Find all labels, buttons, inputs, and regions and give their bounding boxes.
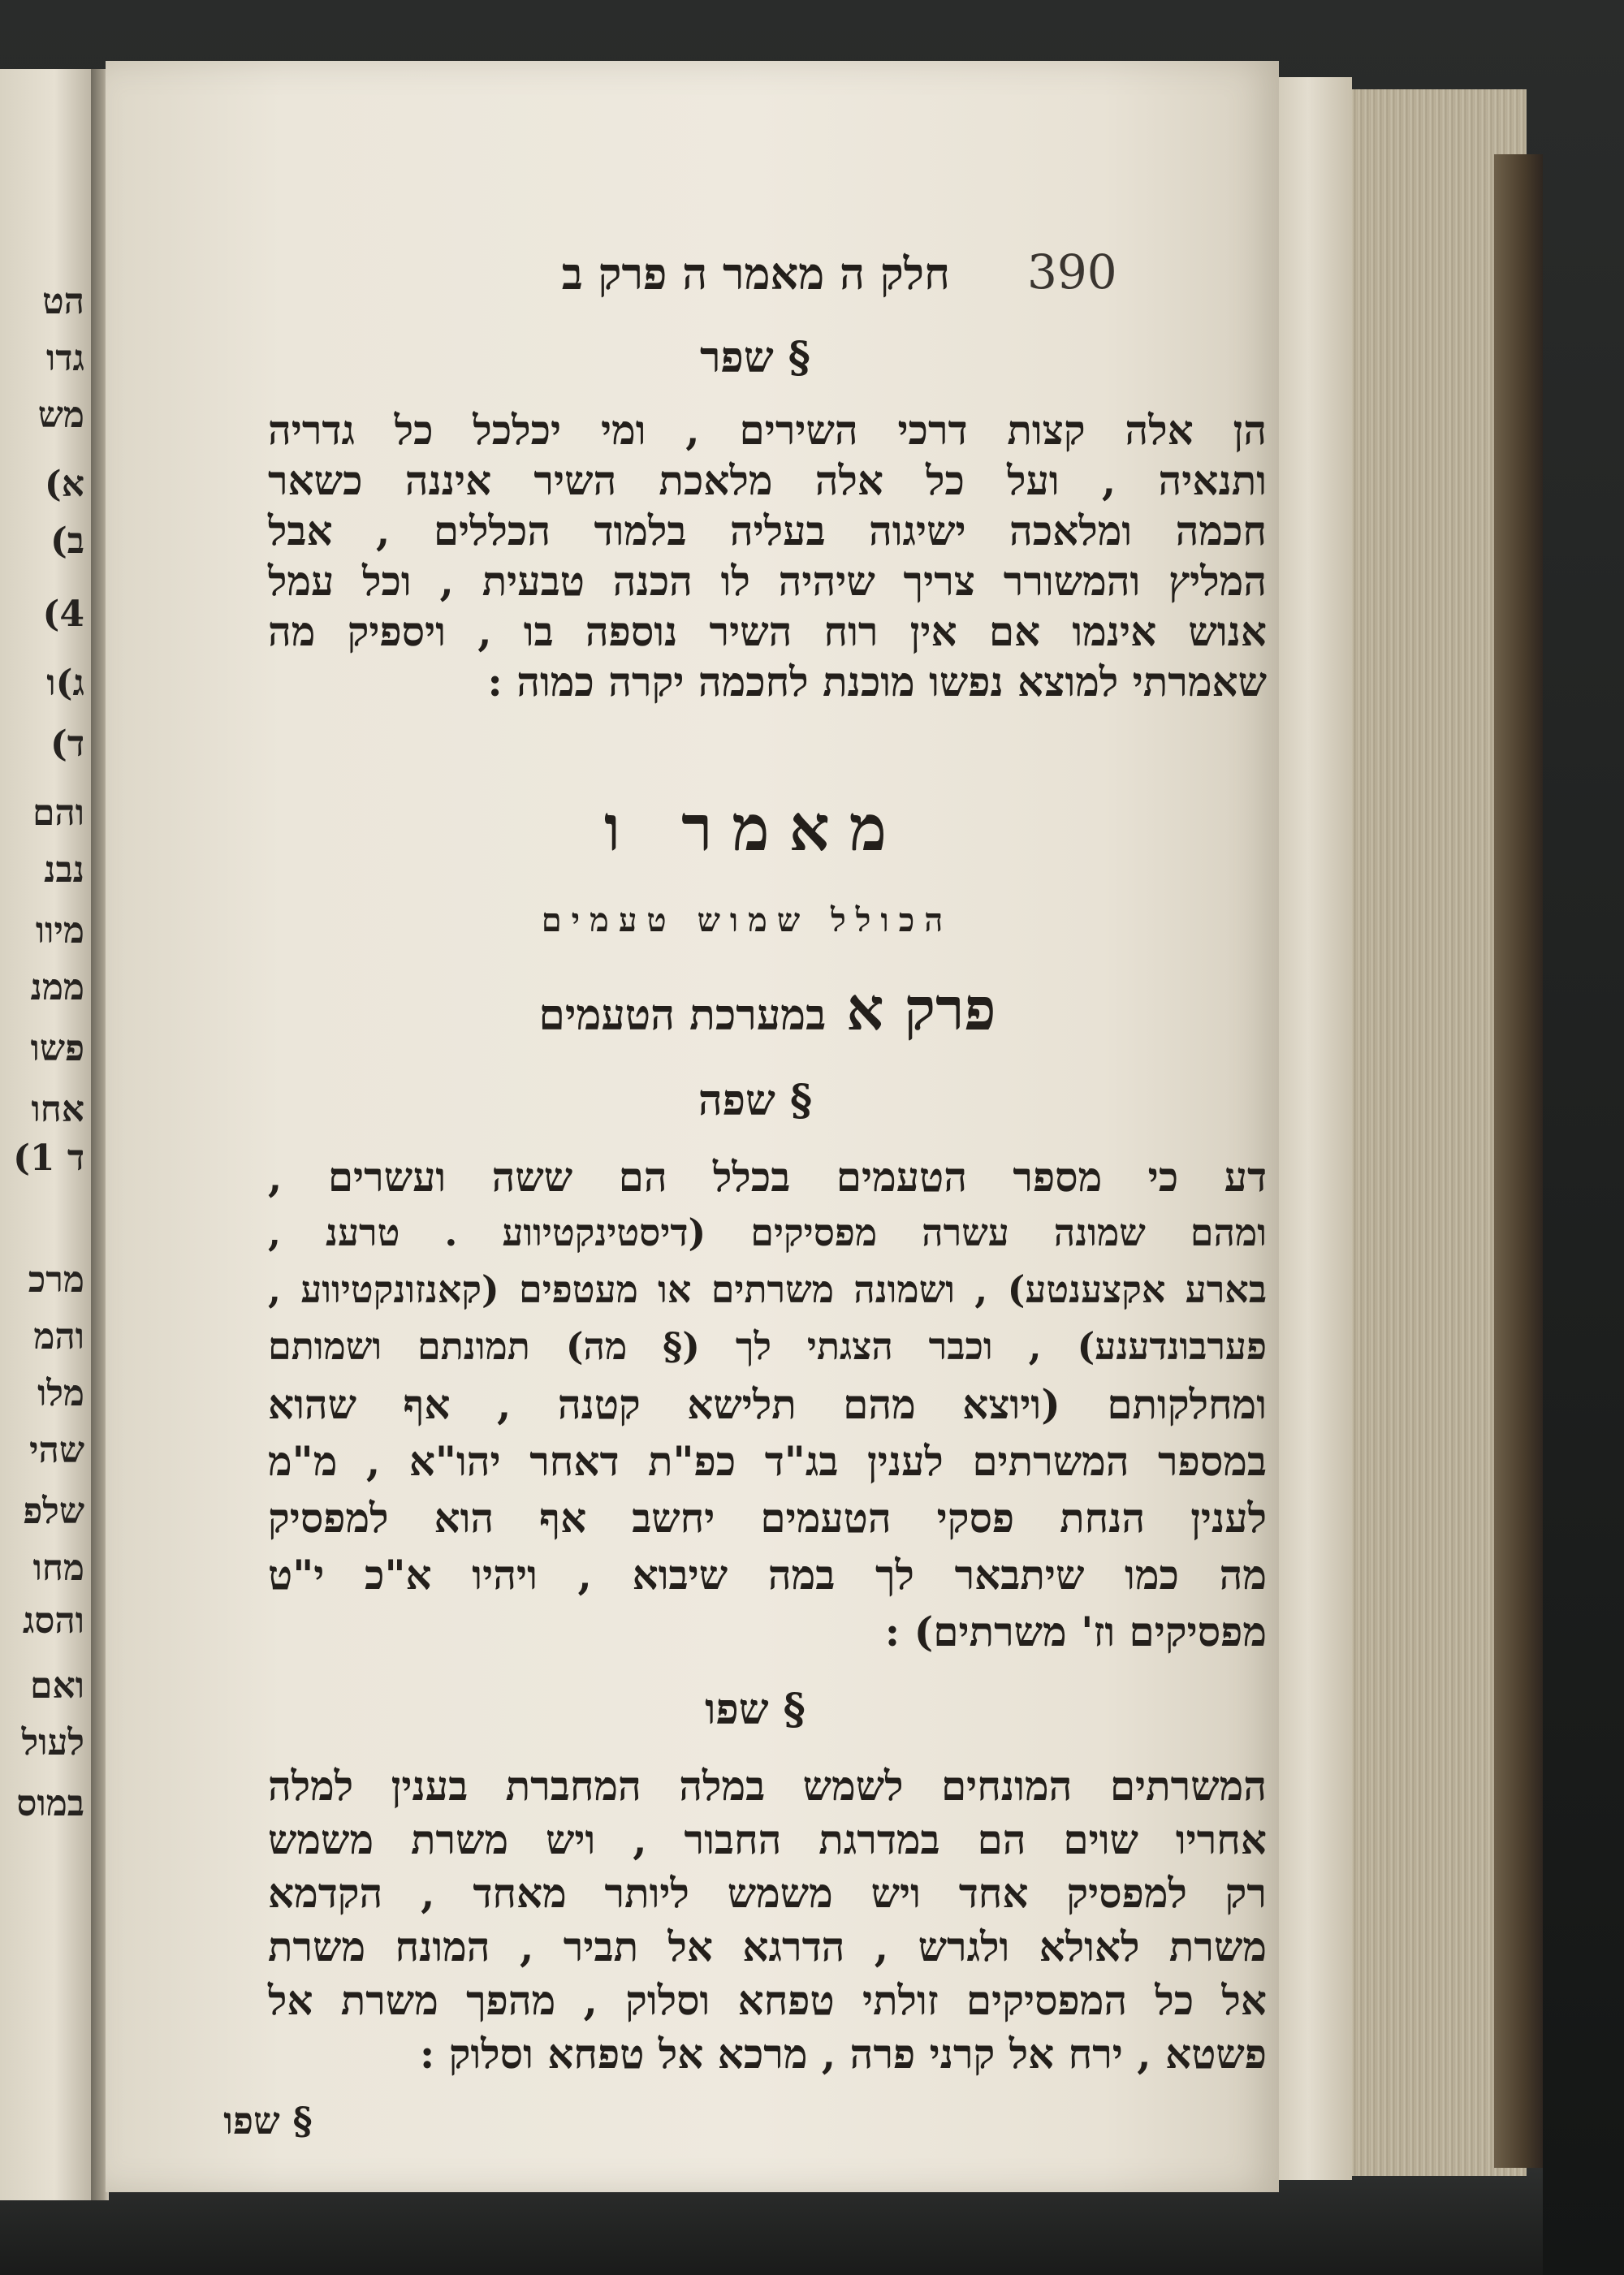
text-line: מה כמו שיתבאר לך במה שיבוא , ויהיו א"כ י"ט: [268, 1551, 1267, 1599]
text-line: דע כי מספר הטעמים בכלל הם ששה ועשרים ,: [268, 1153, 1267, 1201]
text-line: במספר המשרתים לענין בג"ד כפ"ת דאחר יהו"א , מ"מ: [268, 1437, 1267, 1485]
facing-page-fragment: הט: [42, 281, 84, 322]
facing-page-fragment: מיוו: [35, 910, 84, 952]
running-title: חלק ה מאמר ה פרק ב: [561, 248, 950, 300]
page-curl: [1279, 77, 1352, 2180]
facing-page-fragment: והם: [32, 792, 84, 834]
facing-page-fragment: מרכ: [28, 1259, 84, 1301]
text-line: אנוש אינמו אם אין רוח השיר נוספה בו , ויספיק מה: [268, 607, 1267, 655]
text-line: בארע אקצענטע) , ושמונה משרתים או מעטפים (קאנזונקטיווע ,: [268, 1267, 1267, 1311]
section-label-shpu: § שפו: [705, 1685, 806, 1734]
text-line: פערבונדענע) , וכבר הצגתי לך (§ מה) תמונתם ושמותם: [268, 1324, 1267, 1368]
spine-edge: [1494, 154, 1543, 2168]
facing-page-fragment: 4): [42, 594, 84, 635]
facing-page-fragment: שהי: [29, 1430, 84, 1471]
book-page: [106, 61, 1279, 2192]
facing-page-fragment: ב): [50, 520, 84, 562]
facing-page-fragment: ד): [50, 723, 84, 765]
text-line: רק למפסיק אחד ויש משמש ליותר מאחד , הקדמא: [268, 1869, 1267, 1917]
facing-page-fragment: גדו: [46, 338, 84, 379]
facing-page: [0, 69, 94, 2200]
facing-page-fragment: מלו: [37, 1373, 84, 1414]
facing-page-fragment: ג)ו: [46, 663, 84, 704]
text-line: פשטא , ירח אל קרני פרה , מרכא אל טפחא וסלוק :: [419, 2030, 1267, 2078]
facing-page-fragment: ד 1): [13, 1138, 84, 1179]
text-line: המשרתים המונחים לשמש במלה המחברת בענין למלה: [268, 1762, 1267, 1810]
text-line: לענין הנחת פסקי הטעמים יחשב אף הוא למפסיק: [268, 1494, 1267, 1542]
text-line: אל כל המפסיקים זולתי טפחא וסלוק , מהפך משרת אל: [268, 1976, 1267, 2024]
text-line: ומחלקותם (ויוצא מהם תלישא קטנה , אף שהוא: [268, 1380, 1267, 1428]
maamar-subtitle: הכולל שמוש טעמים: [541, 901, 953, 939]
text-line: המליץ והמשורר צריך שיהיה לו הכנה טבעית , וכל עמל: [268, 557, 1267, 605]
facing-page-fragment: והמ: [33, 1316, 84, 1358]
section-label-shpar: § שפר: [700, 333, 810, 382]
facing-page-fragment: במוס: [16, 1783, 84, 1824]
facing-page-fragment: שלפ: [23, 1491, 84, 1532]
facing-page-fragment: מחו: [32, 1548, 84, 1589]
text-line: מפסיקים וז' משרתים) :: [884, 1608, 1267, 1656]
text-line: שאמרתי למוצא נפשו מוכנת לחכמה יקרה כמוה :: [487, 658, 1267, 706]
text-line: ומהם שמונה עשרה מפסיקים (דיסטינקטיווע . טרענ ,: [268, 1211, 1267, 1254]
facing-page-fragment: פשו: [30, 1028, 84, 1069]
facing-page-fragment: אחו: [31, 1089, 84, 1130]
text-line: ותנאיה , ועל כל אלה מלאכת השיר איננה כשאר: [268, 456, 1267, 504]
catchword: § שפו: [223, 2099, 313, 2143]
facing-page-fragment: והסג: [22, 1600, 84, 1642]
facing-page-fragment: מש: [37, 395, 84, 436]
page-number: 390: [1027, 244, 1117, 300]
chapter-subtitle: במערכת הטעמים: [538, 991, 827, 1040]
facing-page-fragment: ממנ: [30, 967, 84, 1008]
chapter-title: פרק א: [846, 974, 996, 1043]
text-line: הן אלה קצות דרכי השירים , ומי יכלכל כל גדריה: [268, 406, 1267, 454]
text-line: אחריו שוים הם במדרגת החבור , ויש משרת משמש: [268, 1815, 1267, 1863]
text-line: משרת לאולא ולגרש , הדרגא אל תביר , המונח משרת: [268, 1923, 1267, 1971]
section-label-shpah: § שפה: [698, 1076, 813, 1125]
facing-page-fragment: א): [44, 464, 84, 505]
facing-page-fragment: ואם: [30, 1665, 84, 1707]
maamar-title: מאמר ו: [604, 792, 906, 866]
facing-page-fragment: לעול: [21, 1722, 84, 1763]
facing-page-fragment: נבנ: [44, 849, 84, 891]
chapter-heading: [487, 974, 1047, 1044]
text-line: חכמה ומלאכה ישיגוה בעליה בלמוד הכללים , אבל: [268, 507, 1267, 555]
